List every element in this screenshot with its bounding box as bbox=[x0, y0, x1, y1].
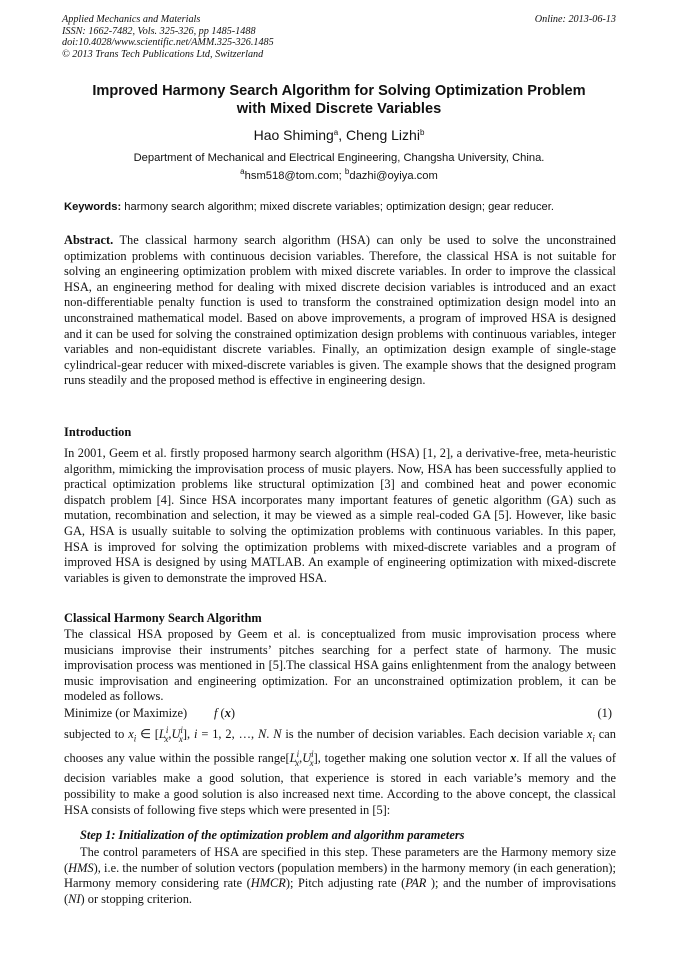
subj-range-L bbox=[289, 749, 300, 768]
step1-ni: NI bbox=[68, 891, 81, 906]
step1-t3: ); Pitch adjusting rate ( bbox=[285, 876, 406, 891]
constraint-paragraph bbox=[64, 723, 616, 818]
subj-upper bbox=[171, 725, 183, 744]
eq-f: f bbox=[214, 706, 218, 720]
subj-lower bbox=[158, 725, 169, 744]
keywords-text: harmony search algorithm; mixed discrete variables; optimization design; gear reducer. bbox=[121, 201, 554, 213]
subj-t2: , bbox=[187, 727, 195, 742]
subj-range-close: ] bbox=[313, 751, 318, 766]
abstract-text: The classical harmony search algorithm (HSA) can only be used to solve the unconstrained optimization problems with continuous decision variables. Therefore, the classical HSA is not suitable for solving an engineering optimization problem with mixed discrete variables. In order to improve the classical HSA, an engineering method for dealing with mixed discrete decision variables is introduced and an exact non-differentiable penalty function is used to transform the constrained optimization design model into an unconstrained mathematical model. Based on above improvements, a program of improved HSA is designed and it can be used for solving the constrained optimization design problems with continuous variables, integer variables and non-equidistant discrete variables. Finally, an optimization design example of single-stage cylindrical-gear reducer with mixed-discrete variables is given. The example shows that the designed program runs steadily and the proposed method is effective in engineering design. bbox=[64, 233, 616, 388]
step1-t4: ); and the number of improvisations ( bbox=[64, 876, 617, 906]
email-b: dazhi@oyiya.com bbox=[349, 170, 438, 182]
journal-name: Applied Mechanics and Materials bbox=[62, 14, 201, 25]
step1-hmcr: HMCR bbox=[250, 876, 286, 891]
subj-comma: , bbox=[168, 727, 172, 742]
subj-x-var: x bbox=[128, 727, 134, 742]
subj-range-L-sup: i bbox=[296, 749, 300, 760]
email-b-mark: b bbox=[344, 167, 350, 176]
keywords bbox=[64, 200, 616, 214]
journal-copyright: © 2013 Trans Tech Publications Ltd, Switzerland bbox=[62, 48, 264, 60]
classical-hsa-heading: Classical Harmony Search Algorithm bbox=[64, 611, 262, 625]
step1-t1: The control parameters of HSA are specified in this step. These parameters are the Harmony memory size ( bbox=[64, 845, 616, 875]
subj-range-comma: , bbox=[299, 751, 303, 766]
equation-1-expression bbox=[214, 706, 235, 722]
author-2: Cheng Lizhi bbox=[346, 127, 420, 143]
introduction-body bbox=[64, 446, 616, 586]
subj-L: L bbox=[158, 727, 166, 742]
equation-1-label: Minimize (or Maximize) bbox=[64, 706, 188, 720]
author-2-mark: b bbox=[419, 128, 425, 137]
author-1: Hao Shiming bbox=[253, 127, 334, 143]
step1-par: PAR bbox=[405, 876, 427, 891]
eq-close: ) bbox=[230, 706, 236, 720]
keywords-label: Keywords: bbox=[64, 201, 122, 213]
subj-t5: is the number of decision variables. Each decision variable bbox=[281, 727, 587, 742]
subj-x-var-2: x bbox=[586, 727, 593, 742]
author-list bbox=[40, 124, 638, 144]
subj-t4: . bbox=[266, 727, 274, 742]
affiliation: Department of Mechanical and Electrical Engineering, Changsha University, China. bbox=[133, 152, 545, 164]
journal-issn: ISSN: 1662-7482, Vols. 325-326, pp 1485-1488 bbox=[62, 25, 256, 37]
step-1-body bbox=[64, 845, 616, 907]
equation-1-number: (1) bbox=[597, 706, 612, 720]
subj-t7: , together making one solution vector bbox=[317, 751, 511, 766]
online-date: Online: 2013-06-13 bbox=[534, 14, 616, 25]
paper-title bbox=[40, 82, 638, 118]
subj-i: i bbox=[194, 727, 198, 742]
subj-i-sub-2: i bbox=[592, 733, 595, 744]
subj-U-sub: x bbox=[178, 733, 183, 744]
introduction-heading: Introduction bbox=[64, 425, 132, 439]
subj-range-U-sub: x bbox=[309, 757, 314, 768]
subj-range-U-sup: i bbox=[311, 749, 314, 760]
abstract bbox=[64, 233, 616, 389]
classical-hsa-body bbox=[64, 627, 616, 705]
title-line-2: with Mixed Discrete Variables bbox=[236, 101, 442, 117]
subj-t3: = 1, 2, …, bbox=[197, 727, 258, 742]
introduction-text: In 2001, Geem et al. firstly proposed harmony search algorithm (HSA) [1, 2], a derivative-free, meta-heuristic algorithm, mimicking the improvisation process of music players. Now, HSA has been successfully applied to practical optimization problems like structural optimization [3] and combined heat and power economic dispatch problem [4]. Since HSA incorporates many important features of genetic algorithm (GA) such as mutation, recombination and selection, it may be viewed as a simple real-coded GA [5]. However, like basic GA, HSA is usually suitable to solving the optimization problems with continuous variables. In this paper, HSA is improved for solving the optimization problems with mixed-discrete variables and a program of improved HSA is designed by using MATLAB. An example of engineering optimization with mixed-discrete variables is given to demonstrate the improved HSA. bbox=[64, 446, 616, 585]
author-emails bbox=[40, 165, 638, 183]
classical-hsa-text: The classical HSA proposed by Geem et al. is conceptualized from music improvisation process where musicians improvise their instruments’ pitches searching for a perfect state of harmony. The music improvisation process was mentioned in [5].The classical HSA gains enlightenment from the analogy between music improvisation and engineering optimization. For an unconstrained optimization problem, it can be modeled as follows. bbox=[64, 627, 616, 704]
step-1-heading: Step 1: Initialization of the optimization problem and algorithm parameters bbox=[80, 828, 465, 842]
eq-open: ( bbox=[217, 706, 225, 720]
subj-N2: N bbox=[273, 727, 282, 742]
subj-range-L-var: L bbox=[289, 751, 297, 766]
eq-x: x bbox=[224, 706, 231, 720]
step1-hms: HMS bbox=[68, 860, 94, 875]
subj-in: ∈ [ bbox=[136, 727, 159, 742]
subj-range-U-var: U bbox=[302, 751, 312, 766]
subj-t8: . If all the values of decision variables make a good solution, that experience is stored in each variable’s memory and the possibility to make a good solution is also increased next time. According to the above concept, the classical HSA consists of following five steps which were presented in [5]: bbox=[64, 751, 616, 817]
subj-t6: can chooses any value within the possible range bbox=[64, 727, 616, 766]
title-line-1: Improved Harmony Search Algorithm for Solving Optimization Problem bbox=[92, 83, 586, 99]
journal-header bbox=[62, 14, 616, 60]
subj-N1: N bbox=[257, 727, 267, 742]
equation-1 bbox=[64, 706, 616, 722]
subj-U-sup: i bbox=[180, 725, 183, 735]
step1-t5: ) or stopping criterion. bbox=[80, 891, 193, 906]
step1-t2: ), i.e. the number of solution vectors (population members) in the harmony memory (in each generation); Harmony memory considering rate ( bbox=[64, 860, 616, 891]
email-a: hsm518@tom.com; bbox=[244, 170, 345, 182]
subj-xv: x bbox=[510, 751, 517, 766]
subj-L-sup: i bbox=[165, 725, 169, 735]
author-separator: , bbox=[338, 127, 346, 143]
subj-t1: subjected to bbox=[64, 727, 129, 742]
subj-range: $[L^i_x,U^i_x]$ bbox=[285, 749, 318, 768]
subj-L-sub: x bbox=[164, 733, 169, 744]
journal-doi: doi:10.4028/www.scientific.net/AMM.325-326.1485 bbox=[62, 37, 274, 48]
subj-range-U bbox=[302, 749, 314, 768]
abstract-label: Abstract. bbox=[64, 233, 114, 247]
subj-xi-2 bbox=[586, 727, 595, 744]
subj-U: U bbox=[171, 727, 181, 742]
subj-close: ] bbox=[182, 727, 188, 742]
email-a-mark: a bbox=[240, 167, 245, 176]
subj-range-L-sub: x bbox=[295, 757, 300, 768]
author-1-mark: a bbox=[333, 128, 339, 137]
subj-i-sub: i bbox=[133, 733, 137, 744]
